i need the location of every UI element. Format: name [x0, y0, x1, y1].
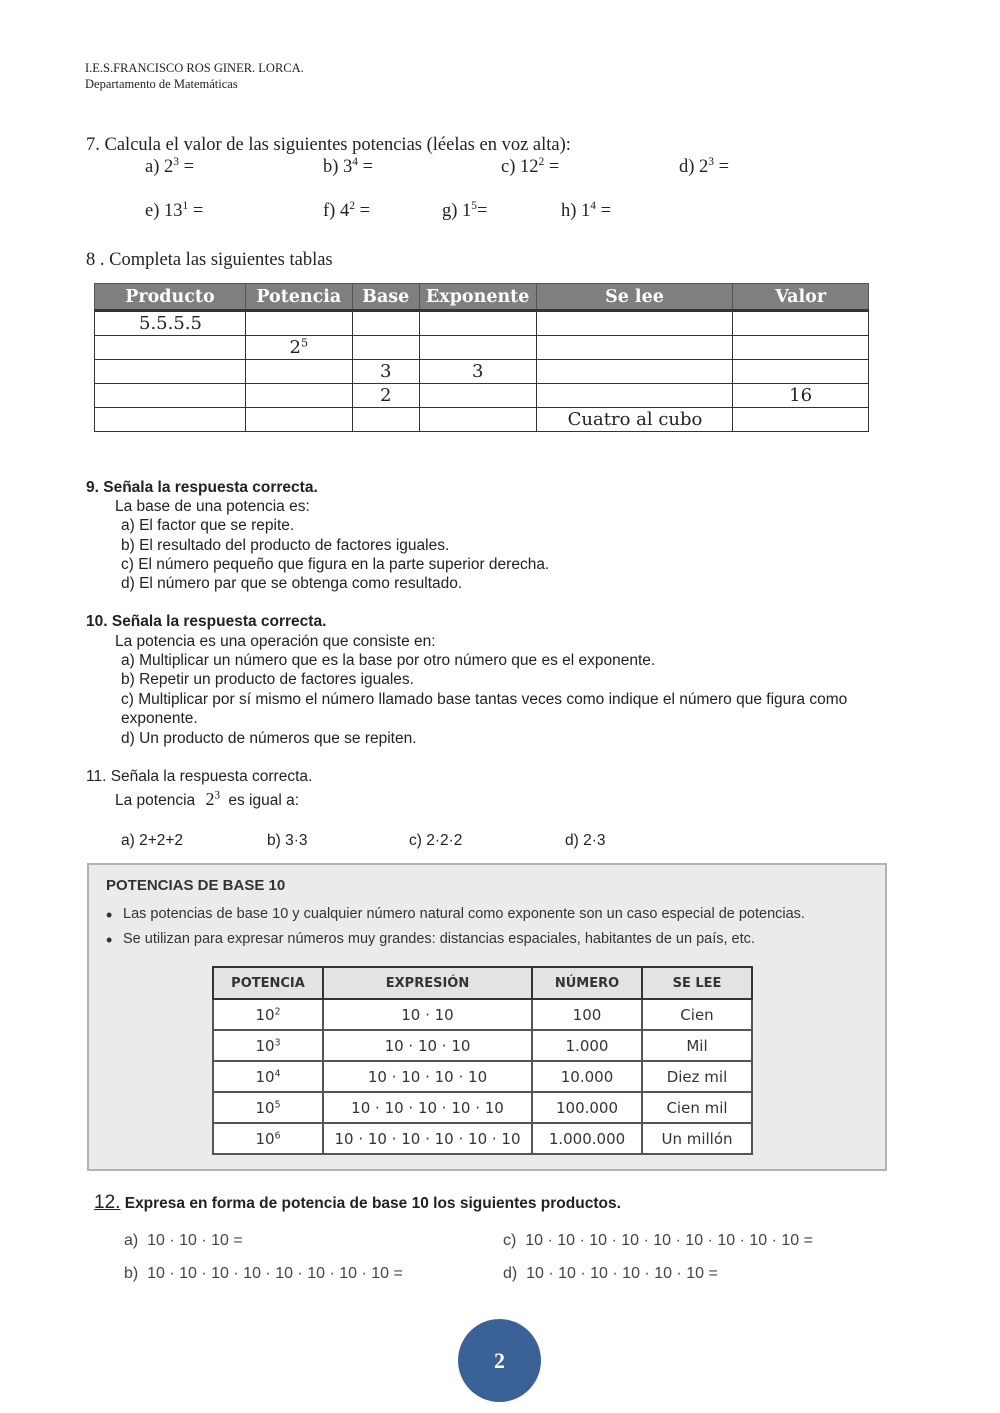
cell-exponente[interactable] — [419, 336, 536, 360]
cell-se-lee[interactable]: Cuatro al cubo — [536, 408, 733, 432]
cell-exponente[interactable] — [419, 384, 536, 408]
cell-valor[interactable] — [733, 311, 869, 336]
header-se-lee: SE LEE — [642, 967, 752, 999]
q7-item-e: e) $13^1$ = — [145, 200, 204, 221]
cell-se-lee: Cien — [642, 999, 752, 1030]
table-row — [213, 1030, 752, 1061]
cell-potencia[interactable] — [245, 384, 352, 408]
q9-option-b[interactable]: b) El resultado del producto de factores iguales. — [121, 537, 450, 554]
q11-option-d[interactable]: d) 2·3 — [565, 832, 606, 849]
q11-option-a[interactable]: a) 2+2+2 — [121, 832, 184, 849]
cell-producto[interactable] — [95, 336, 246, 360]
cell-potencia[interactable] — [245, 408, 352, 432]
table-row — [213, 999, 752, 1030]
cell-expresion: 10 · 10 · 10 · 10 · 10 — [323, 1092, 532, 1123]
cell-producto[interactable]: 5.5.5.5 — [95, 311, 246, 336]
q11-option-b[interactable]: b) 3·3 — [267, 832, 308, 849]
q12-item-a: a) 10 · 10 · 10 = — [124, 1232, 243, 1249]
header-base: Base — [352, 284, 419, 311]
cell-exponente[interactable] — [419, 408, 536, 432]
header-expresion: EXPRESIÓN — [323, 967, 532, 999]
cell-se-lee: Un millón — [642, 1123, 752, 1154]
cell-base[interactable] — [352, 336, 419, 360]
box-bullet-2: • Se utilizan para expresar números muy grandes: distancias espaciales, habitantes de un país, etc. — [123, 931, 755, 947]
q8-title: 8 . Completa las siguientes tablas — [86, 250, 333, 270]
cell-numero: 100.000 — [532, 1092, 642, 1123]
cell-expresion: 10 · 10 · 10 · 10 — [323, 1061, 532, 1092]
cell-potencia: $10^3$ — [213, 1030, 323, 1061]
powers-table-header — [95, 284, 869, 311]
cell-numero: 1.000.000 — [532, 1123, 642, 1154]
table-row — [95, 311, 869, 336]
cell-potencia[interactable]: $2^5$ — [245, 336, 352, 360]
q12-title: 12. Expresa en forma de potencia de base 10 los siguientes productos. — [94, 1192, 621, 1213]
cell-potencia: $10^5$ — [213, 1092, 323, 1123]
table-row — [95, 408, 869, 432]
q10-prompt: La potencia es una operación que consiste en: — [115, 633, 436, 650]
base10-table — [212, 966, 753, 1155]
base10-table-header — [213, 967, 752, 999]
q7-item-b: b) $3^4$ = — [323, 156, 374, 177]
cell-exponente[interactable] — [419, 311, 536, 336]
header-potencia: Potencia — [245, 284, 352, 311]
cell-se-lee: Cien mil — [642, 1092, 752, 1123]
cell-base[interactable] — [352, 408, 419, 432]
cell-base[interactable] — [352, 311, 419, 336]
cell-se-lee[interactable] — [536, 384, 733, 408]
table-row — [213, 1092, 752, 1123]
q10-option-c[interactable]: c) Multiplicar por sí mismo el número llamado base tantas veces como indique el número que figura como — [121, 691, 848, 708]
cell-se-lee[interactable] — [536, 311, 733, 336]
box-title: POTENCIAS DE BASE 10 — [106, 877, 286, 894]
q10-option-a[interactable]: a) Multiplicar un número que es la base por otro número que es el exponente. — [121, 652, 656, 669]
q7-item-f: f) $4^2$ = — [323, 200, 370, 221]
cell-valor[interactable] — [733, 360, 869, 384]
q7-item-d: d) $2^3$ = — [679, 156, 730, 177]
q12-item-c: c) 10 · 10 · 10 · 10 · 10 · 10 · 10 · 10 · 10 = — [503, 1232, 813, 1249]
table-row — [95, 360, 869, 384]
cell-producto[interactable] — [95, 408, 246, 432]
school-name: I.E.S.FRANCISCO ROS GINER. LORCA. — [85, 61, 304, 75]
box-bullet-1: • Las potencias de base 10 y cualquier número natural como exponente son un caso especial de potencias. — [123, 906, 805, 922]
cell-valor[interactable] — [733, 408, 869, 432]
q11-prompt: La potencia $2^3$ es igual a: — [115, 789, 300, 809]
q7-title: 7. Calcula el valor de las siguientes potencias (léelas en voz alta): — [86, 135, 571, 155]
q7-item-h: h) $1^4$ = — [561, 200, 612, 221]
q11-title: 11. Señala la respuesta correcta. — [86, 768, 313, 785]
cell-potencia: $10^4$ — [213, 1061, 323, 1092]
header-valor: Valor — [733, 284, 869, 311]
cell-potencia: $10^2$ — [213, 999, 323, 1030]
q9-title: 9. Señala la respuesta correcta. — [86, 479, 318, 496]
cell-se-lee: Diez mil — [642, 1061, 752, 1092]
powers-table — [94, 283, 869, 432]
q7-item-a: a) $2^3$ = — [145, 156, 195, 177]
header — [85, 60, 304, 92]
cell-numero: 10.000 — [532, 1061, 642, 1092]
cell-producto[interactable] — [95, 384, 246, 408]
cell-valor[interactable] — [733, 336, 869, 360]
cell-potencia[interactable] — [245, 311, 352, 336]
cell-numero: 100 — [532, 999, 642, 1030]
header-numero: NÚMERO — [532, 967, 642, 999]
cell-se-lee[interactable] — [536, 360, 733, 384]
cell-potencia[interactable] — [245, 360, 352, 384]
q12-item-b: b) 10 · 10 · 10 · 10 · 10 · 10 · 10 · 10 = — [124, 1265, 403, 1282]
table-row — [95, 384, 869, 408]
q10-title: 10. Señala la respuesta correcta. — [86, 613, 327, 630]
header-se-lee: Se lee — [536, 284, 733, 311]
cell-potencia: $10^6$ — [213, 1123, 323, 1154]
q7-item-g: g) $1^5=$ — [442, 200, 488, 221]
cell-se-lee: Mil — [642, 1030, 752, 1061]
q11-option-c[interactable]: c) 2·2·2 — [409, 832, 463, 849]
cell-numero: 1.000 — [532, 1030, 642, 1061]
table-row — [213, 1061, 752, 1092]
cell-exponente[interactable]: 3 — [419, 360, 536, 384]
q9-option-c[interactable]: c) El número pequeño que figura en la parte superior derecha. — [121, 556, 550, 573]
table-row — [213, 1123, 752, 1154]
department-name: Departamento de Matemáticas — [85, 77, 238, 91]
q10-option-c-cont: exponente. — [121, 710, 198, 727]
header-potencia: POTENCIA — [213, 967, 323, 999]
cell-expresion: 10 · 10 · 10 · 10 · 10 · 10 — [323, 1123, 532, 1154]
cell-valor[interactable]: 16 — [733, 384, 869, 408]
cell-expresion: 10 · 10 — [323, 999, 532, 1030]
q7-item-c: c) $12^2$ = — [501, 156, 560, 177]
page-number: 2 — [458, 1319, 541, 1402]
q9-prompt: La base de una potencia es: — [115, 498, 310, 515]
cell-se-lee[interactable] — [536, 336, 733, 360]
cell-base[interactable]: 3 — [352, 360, 419, 384]
cell-expresion: 10 · 10 · 10 — [323, 1030, 532, 1061]
cell-base[interactable]: 2 — [352, 384, 419, 408]
table-row — [95, 336, 869, 360]
q10-option-d[interactable]: d) Un producto de números que se repiten. — [121, 730, 417, 747]
q10-option-b[interactable]: b) Repetir un producto de factores iguales. — [121, 671, 414, 688]
q12-item-d: d) 10 · 10 · 10 · 10 · 10 · 10 = — [503, 1265, 718, 1282]
q9-option-d[interactable]: d) El número par que se obtenga como resultado. — [121, 575, 463, 592]
header-producto: Producto — [95, 284, 246, 311]
cell-producto[interactable] — [95, 360, 246, 384]
q9-option-a[interactable]: a) El factor que se repite. — [121, 517, 295, 534]
header-exponente: Exponente — [419, 284, 536, 311]
